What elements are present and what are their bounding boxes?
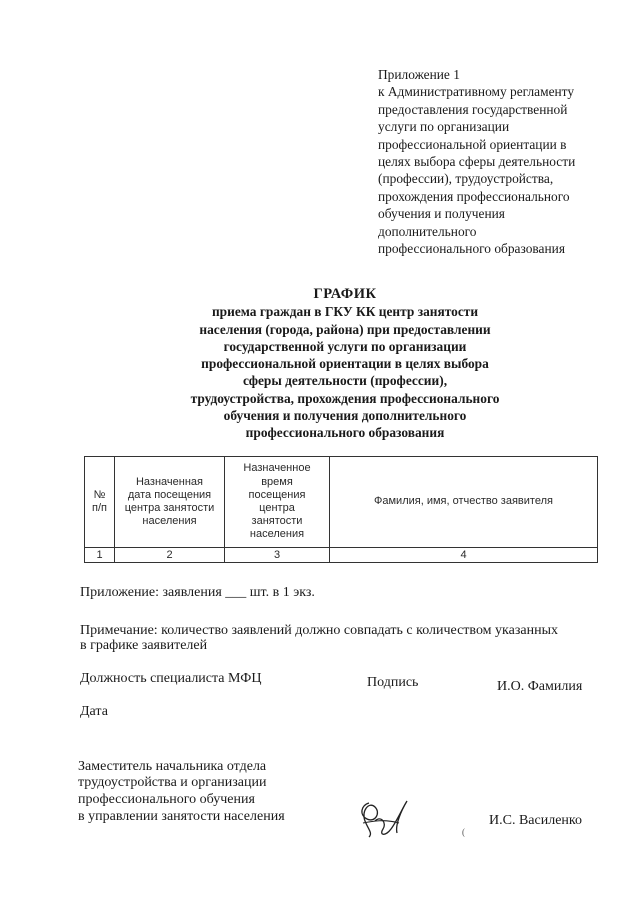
specialist-position: Должность специалиста МФЦ	[80, 671, 262, 686]
annex-line: Приложение 1	[378, 67, 460, 82]
annex-line: профессиональной ориентации в	[378, 136, 567, 152]
deputy-line: Заместитель начальника отдела	[78, 759, 267, 774]
note-line-1: Примечание: количество заявлений должно совпадать с количеством указанных	[80, 623, 558, 638]
header-cell-visit-date: Назначенная дата посещения центра занятости населения	[115, 457, 225, 548]
annex-line: предоставления государственной	[378, 101, 568, 117]
annex-line: прохождения профессионального	[378, 188, 570, 204]
header-cell-applicant-name: Фамилия, имя, отчество заявителя	[330, 457, 598, 548]
annex-line: (профессии), трудоустройства,	[378, 171, 554, 187]
schedule-subtitle-line: профессионального образования	[245, 425, 445, 441]
number-cell: 2	[115, 548, 225, 563]
signature-label: Подпись	[367, 675, 419, 690]
schedule-subtitle-line: сферы деятельности (профессии),	[242, 373, 448, 389]
deputy-line: трудоустройства и организации	[78, 775, 267, 790]
name-placeholder: И.О. Фамилия	[497, 679, 583, 694]
margin-mark: (	[462, 827, 465, 837]
schedule-title: ГРАФИК	[313, 286, 377, 302]
schedule-subtitle-line: обучения и получения дополнительного	[223, 408, 467, 424]
table-header-row	[85, 457, 598, 548]
schedule-heading	[150, 286, 540, 442]
attachment-line: Приложение: заявления ___ шт. в 1 экз.	[80, 585, 315, 600]
annex-line: услуги по организации	[378, 119, 510, 135]
schedule-subtitle-line: профессиональной ориентации в целях выбора	[201, 356, 489, 372]
handwritten-signature	[355, 793, 415, 841]
schedule-table	[84, 456, 598, 563]
header-cell-visit-time: Назначенное время посещения центра занятости населения	[225, 457, 330, 548]
number-cell: 1	[85, 548, 115, 563]
schedule-subtitle-line: приема граждан в ГКУ КК центр занятости	[211, 304, 479, 320]
header-cell-number: № п/п	[85, 457, 115, 548]
annex-line: профессионального образования	[378, 241, 565, 257]
deputy-line: профессионального обучения	[78, 792, 255, 807]
number-cell: 4	[330, 548, 598, 563]
annex-line: дополнительного	[378, 223, 477, 239]
date-label: Дата	[80, 704, 108, 719]
number-cell: 3	[225, 548, 330, 563]
deputy-name: И.С. Василенко	[489, 813, 582, 828]
schedule-subtitle-line: трудоустройства, прохождения профессионального	[190, 390, 500, 406]
deputy-line: в управлении занятости населения	[78, 809, 285, 824]
table-number-row	[85, 548, 598, 563]
annex-line: целях выбора сферы деятельности	[378, 154, 576, 170]
schedule-subtitle-line: населения (города, района) при предоставлении	[199, 321, 491, 337]
note-line-2: в графике заявителей	[80, 638, 208, 653]
annex-line: к Административному регламенту	[378, 84, 575, 100]
annex-line: обучения и получения	[378, 206, 505, 222]
schedule-subtitle-line: государственной услуги по организации	[223, 338, 467, 354]
annex-block	[378, 66, 618, 257]
